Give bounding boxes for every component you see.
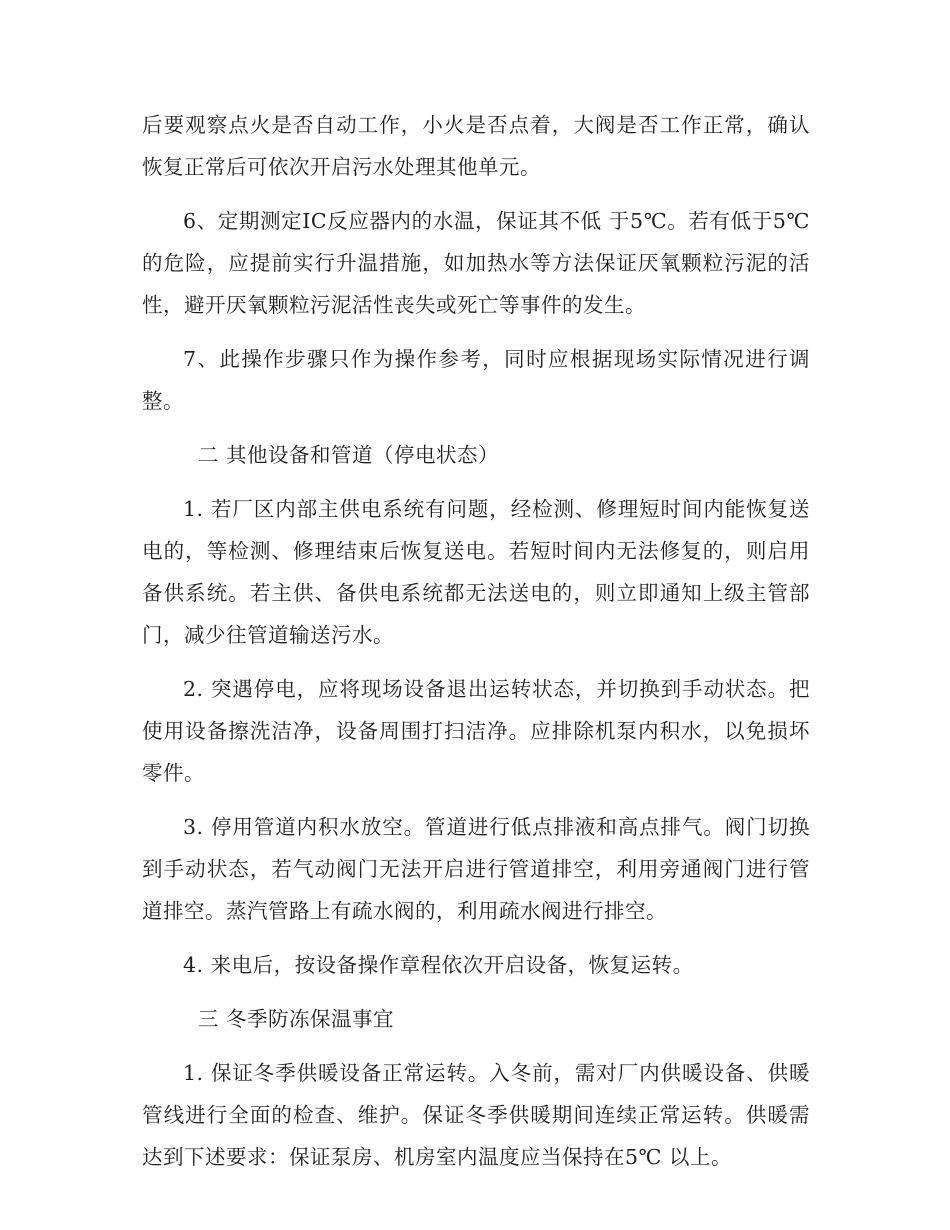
paragraph-power-3: 3. 停用管道内积水放空。管道进行低点排液和高点排气。阀门切换到手动状态，若气动阀门无法开启进行管道排空，利用旁通阀门进行管道排空。蒸汽管路上有疏水阀的，利用疏水阀进行排空。 xyxy=(142,815,810,923)
paragraph-item-6: 6、定期测定IC反应器内的水温，保证其不低 于5℃。若有低于5℃的危险，应提前实行升温措施，如加热水等方法保证厌氧颗粒污泥的活性，避开厌氧颗粒污泥活性丧失或死亡等事件的发生。 xyxy=(142,209,810,317)
paragraph-power-4: 4. 来电后，按设备操作章程依次开启设备，恢复运转。 xyxy=(183,953,694,977)
section-heading-3: 三 冬季防冻保温事宜 xyxy=(198,1007,395,1031)
paragraph-winter-1: 1. 保证冬季供暖设备正常运转。入冬前，需对厂内供暖设备、供暖管线进行全面的检查、维护。保证冬季供暖期间连续正常运转。供暖需达到下述要求：保证泵房、机房室内温度应当保持在5℃ 以上。 xyxy=(142,1061,810,1169)
paragraph-power-1: 1. 若厂区内部主供电系统有问题，经检测、修理短时间内能恢复送电的，等检测、修理结束后恢复送电。若短时间内无法修复的，则启用备供系统。若主供、备供电系统都无法送电的，则立即通知上级主管部门，减少往管道输送污水。 xyxy=(142,497,810,647)
paragraph-continuation: 后要观察点火是否自动工作，小火是否点着，大阀是否工作正常，确认恢复正常后可依次开启污水处理其他单元。 xyxy=(142,113,810,179)
paragraph-item-7: 7、此操作步骤只作为操作参考，同时应根据现场实际情况进行调整。 xyxy=(142,347,810,413)
paragraph-power-2: 2. 突遇停电，应将现场设备退出运转状态，并切换到手动状态。把使用设备擦洗洁净，设备周围打扫洁净。应排除机泵内积水，以免损坏零件。 xyxy=(142,677,810,785)
section-heading-2: 二 其他设备和管道（停电状态） xyxy=(198,443,500,467)
document-body xyxy=(142,104,810,1190)
